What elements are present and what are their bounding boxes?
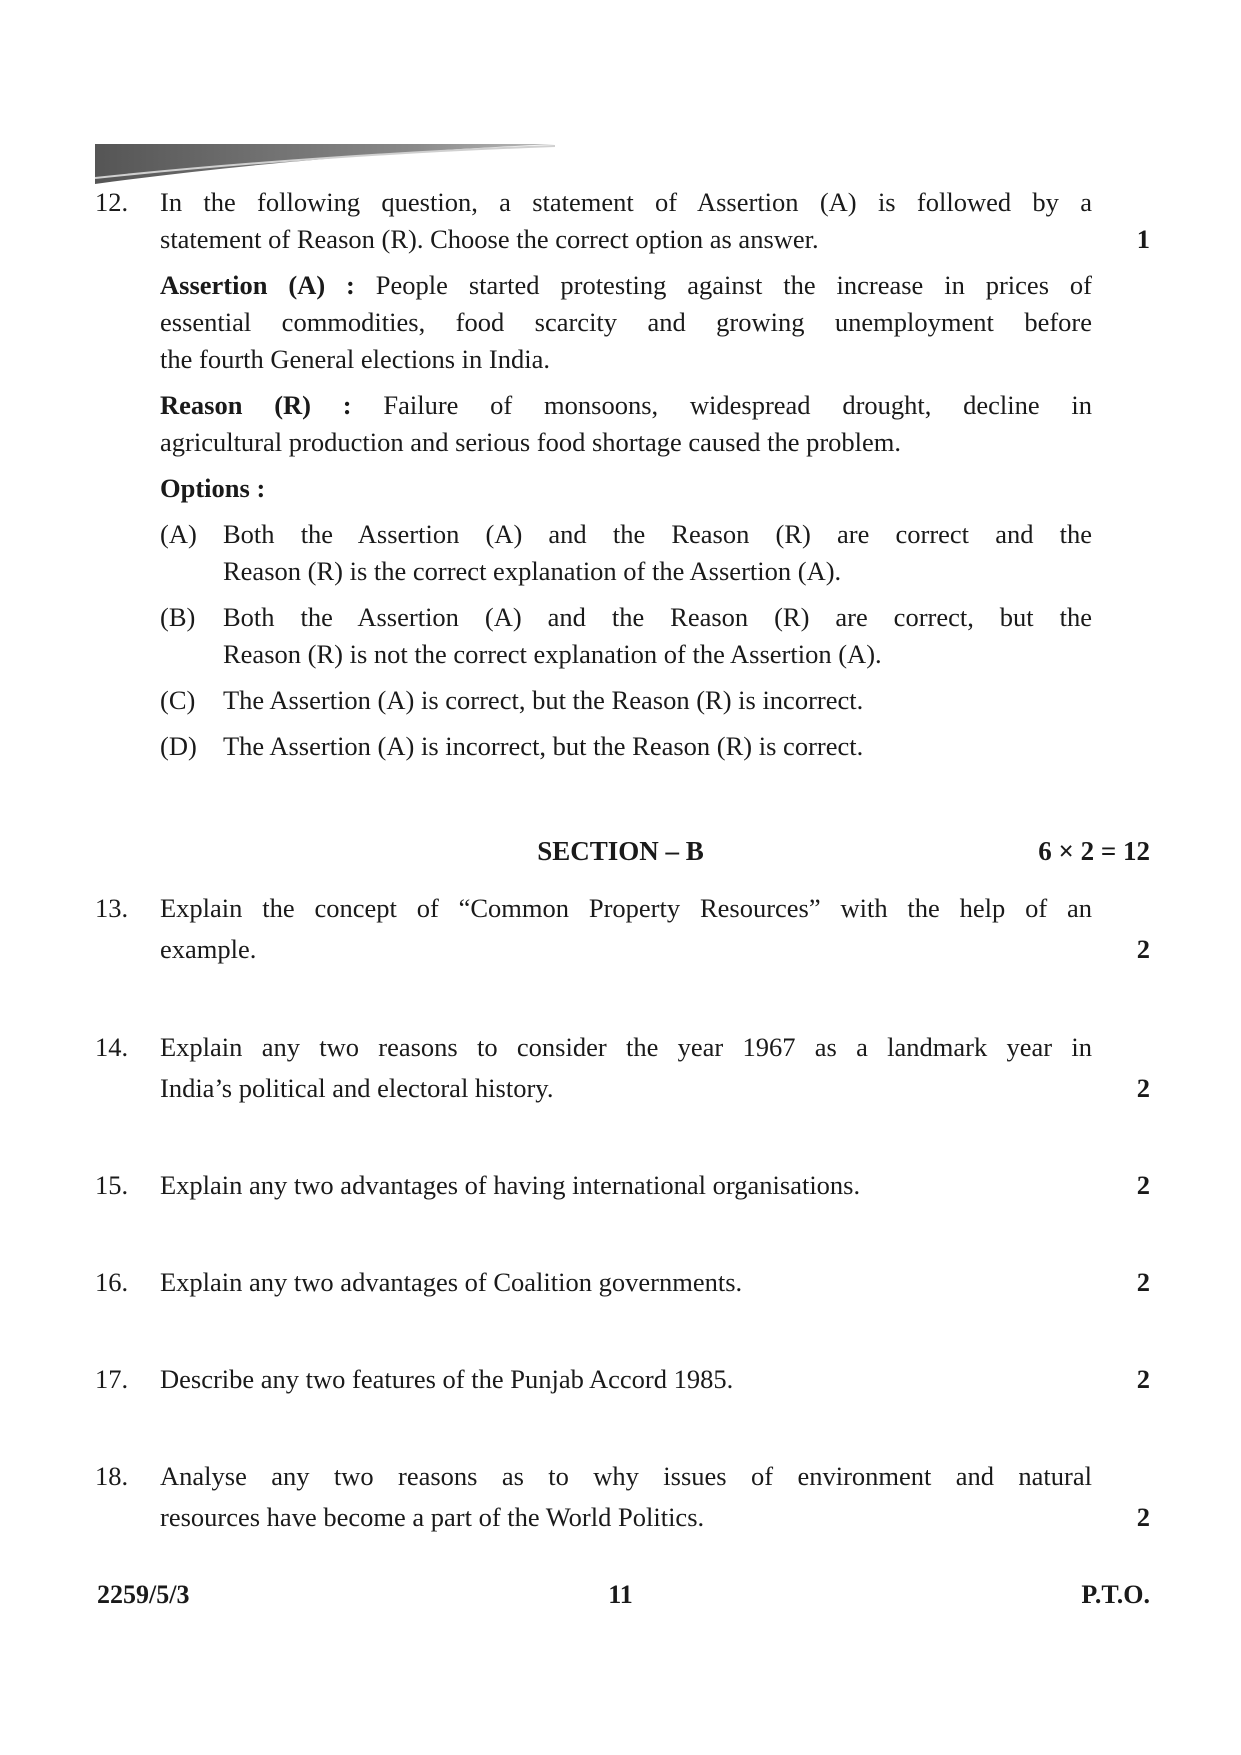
question-text-line: India’s political and electoral history.	[160, 1073, 554, 1103]
question-text-line: resources have become a part of the World Politics.	[160, 1502, 705, 1532]
marks: 2	[1136, 1170, 1150, 1200]
question-number: 14.	[95, 1032, 129, 1062]
question-text-line: statement of Reason (R). Choose the correct option as answer.	[160, 224, 819, 254]
question-text-line: In the following question, a statement of Assertion (A) is followed by a	[160, 187, 1092, 217]
page-number: 11	[608, 1580, 633, 1609]
option-label: (A)	[160, 519, 197, 549]
question-12-body	[160, 184, 1092, 765]
option-label: (D)	[160, 731, 197, 761]
assertion-text: People started protesting against the increase in prices of	[375, 270, 1092, 300]
option-text: The Assertion (A) is incorrect, but the Reason (R) is correct.	[223, 731, 864, 761]
question-text-line: Explain any two reasons to consider the year 1967 as a landmark year in	[160, 1032, 1092, 1062]
marks: 2	[1136, 934, 1150, 964]
pto-label: P.T.O.	[1081, 1580, 1150, 1609]
marks: 1	[1136, 224, 1150, 254]
assertion-label: Assertion (A) :	[160, 270, 355, 300]
assertion-block	[160, 267, 1092, 378]
option-label: (B)	[160, 602, 196, 632]
reason-label: Reason (R) :	[160, 390, 352, 420]
marks: 2	[1136, 1073, 1150, 1103]
option-a	[160, 516, 1092, 590]
reason-text: agricultural production and serious food shortage caused the problem.	[160, 427, 902, 457]
option-b	[160, 599, 1092, 673]
marks: 2	[1136, 1364, 1150, 1394]
option-text: Reason (R) is the correct explanation of the Assertion (A).	[223, 556, 842, 586]
option-text: Both the Assertion (A) and the Reason (R) are correct, but the	[223, 602, 1092, 632]
question-number: 15.	[95, 1170, 129, 1200]
assertion-text: essential commodities, food scarcity and growing unemployment before	[160, 307, 1092, 337]
header-decorative-bar	[95, 144, 555, 184]
question-number: 13.	[95, 893, 129, 923]
reason-text: Failure of monsoons, widespread drought, decline in	[383, 390, 1093, 420]
marks: 2	[1136, 1502, 1150, 1532]
question-text-line: Analyse any two reasons as to why issues of environment and natural	[160, 1461, 1092, 1491]
question-number: 16.	[95, 1267, 129, 1297]
question-text-line: Describe any two features of the Punjab Accord 1985.	[160, 1364, 734, 1394]
question-text-line: Explain any two advantages of having international organisations.	[160, 1170, 861, 1200]
marks: 2	[1136, 1267, 1150, 1297]
reason-block	[160, 387, 1092, 461]
section-marks: 6 × 2 = 12	[1038, 836, 1150, 866]
question-text-line: example.	[160, 934, 257, 964]
option-text: The Assertion (A) is correct, but the Reason (R) is incorrect.	[223, 685, 864, 715]
section-title: SECTION – B	[537, 836, 704, 866]
options-label: Options :	[160, 473, 266, 503]
question-number: 17.	[95, 1364, 129, 1394]
question-number: 18.	[95, 1461, 129, 1491]
question-text-line: Explain any two advantages of Coalition governments.	[160, 1267, 743, 1297]
option-text: Both the Assertion (A) and the Reason (R) are correct and the	[223, 519, 1092, 549]
option-c	[160, 682, 1092, 719]
option-text: Reason (R) is not the correct explanation of the Assertion (A).	[223, 639, 882, 669]
question-number: 12.	[95, 187, 129, 217]
option-label: (C)	[160, 685, 196, 715]
option-d	[160, 728, 1092, 765]
question-text-line: Explain the concept of “Common Property Resources” with the help of an	[160, 893, 1092, 923]
assertion-text: the fourth General elections in India.	[160, 344, 550, 374]
paper-code: 2259/5/3	[97, 1580, 190, 1609]
